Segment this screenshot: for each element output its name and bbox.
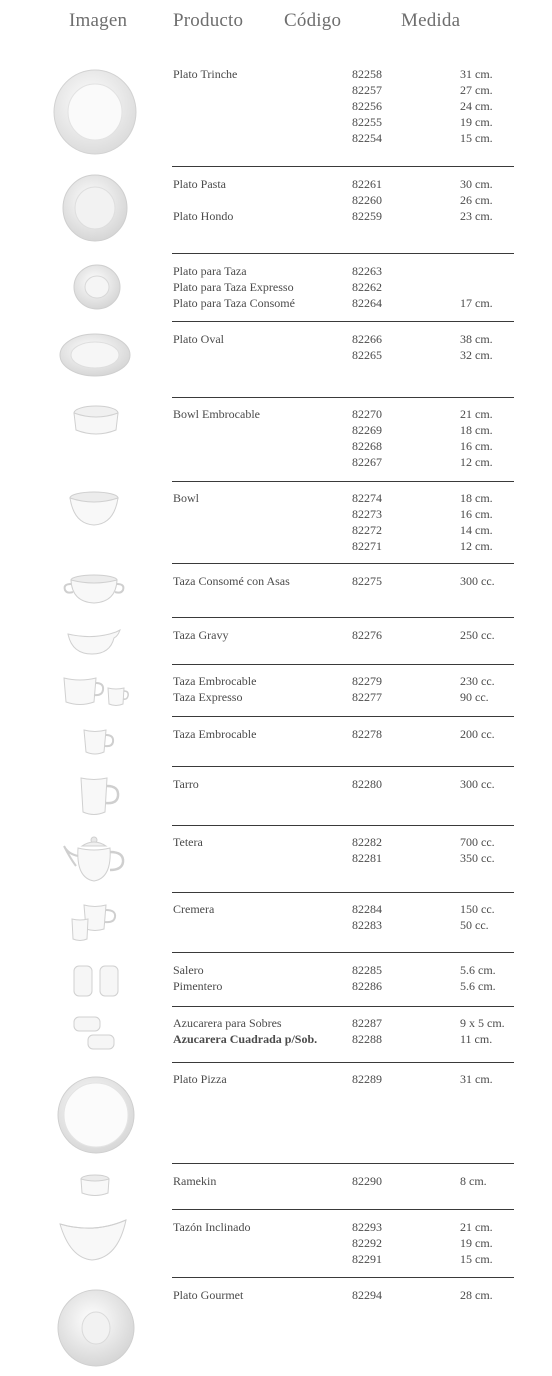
product-code-column: [352, 1287, 412, 1303]
product-name: Taza Embrocable: [173, 727, 257, 741]
product-name: Plato Pasta: [173, 177, 226, 191]
product-size: 8 cm.: [460, 1174, 487, 1188]
product-size: 38 cm.: [460, 332, 493, 346]
product-name: Plato Gourmet: [173, 1288, 244, 1302]
product-code: 82266: [352, 332, 382, 346]
product-code: 82294: [352, 1288, 382, 1302]
product-code: 82256: [352, 99, 382, 113]
product-size-column: [460, 834, 540, 866]
row-divider: [172, 952, 514, 953]
product-code: 82290: [352, 1174, 382, 1188]
product-size: 15 cm.: [460, 1252, 493, 1266]
product-code-column: [352, 627, 412, 643]
ramekin-icon: [79, 1173, 111, 1199]
product-size-column: [460, 331, 540, 363]
product-code: 82259: [352, 209, 382, 223]
product-code: 82289: [352, 1072, 382, 1086]
product-name: Azucarera para Sobres: [173, 1016, 282, 1030]
product-size-column: [460, 627, 540, 643]
product-name: Cremera: [173, 902, 215, 916]
oval-plate-icon: [58, 332, 132, 378]
product-code: 82284: [352, 902, 382, 916]
product-code-column: [352, 176, 412, 224]
product-size: 200 cc.: [460, 727, 495, 741]
product-code: 82275: [352, 574, 382, 588]
product-size-column: [460, 1071, 540, 1087]
product-size: 300 cc.: [460, 777, 495, 791]
product-size: 5.6 cm.: [460, 963, 496, 977]
product-name: Pimentero: [173, 979, 223, 993]
product-code-column: [352, 331, 412, 363]
product-name: Plato Hondo: [173, 209, 234, 223]
product-size: 9 x 5 cm.: [460, 1016, 505, 1030]
product-name-column: [173, 834, 348, 850]
product-name: Plato Pizza: [173, 1072, 227, 1086]
product-size: 11 cm.: [460, 1032, 493, 1046]
product-size: 19 cm.: [460, 115, 493, 129]
creamer-icon: [70, 901, 120, 943]
product-name: Salero: [173, 963, 204, 977]
gourmet-plate-icon: [56, 1288, 136, 1368]
product-code: 82255: [352, 115, 382, 129]
cups-icon: [62, 674, 130, 708]
product-code: 82293: [352, 1220, 382, 1234]
product-size: 15 cm.: [460, 131, 493, 145]
product-code: 82260: [352, 193, 382, 207]
product-size: 31 cm.: [460, 1072, 493, 1086]
product-size: 90 cc.: [460, 690, 489, 704]
product-size: 23 cm.: [460, 209, 493, 223]
header-producto: Producto: [173, 10, 244, 31]
product-code: 82262: [352, 280, 382, 294]
product-size-column: [460, 901, 540, 933]
product-name-column: [173, 1173, 348, 1189]
product-size: [460, 279, 540, 295]
product-name: [173, 192, 348, 208]
product-name: Plato para Taza Expresso: [173, 280, 294, 294]
product-code-column: [352, 962, 412, 994]
product-name: Tetera: [173, 835, 203, 849]
product-name-column: [173, 673, 348, 705]
product-code: 82265: [352, 348, 382, 362]
bowl-icon: [68, 490, 120, 528]
product-size: 16 cm.: [460, 507, 493, 521]
product-name: Tazón Inclinado: [173, 1220, 251, 1234]
product-size: 700 cc.: [460, 835, 495, 849]
header-medida: Medida: [401, 10, 461, 31]
product-size-column: [460, 263, 540, 311]
product-code: 82286: [352, 979, 382, 993]
row-divider: [172, 397, 514, 398]
product-size: 26 cm.: [460, 193, 493, 207]
product-size-column: [460, 1287, 540, 1303]
row-divider: [172, 481, 514, 482]
product-code: 82276: [352, 628, 382, 642]
product-size: 50 cc.: [460, 918, 489, 932]
product-size-column: [460, 490, 540, 554]
header-imagen: Imagen: [69, 10, 128, 31]
product-code-column: [352, 1015, 412, 1047]
product-code: 82282: [352, 835, 382, 849]
row-divider: [172, 1163, 514, 1164]
sugar-holder-icon: [72, 1014, 118, 1054]
row-divider: [172, 617, 514, 618]
row-divider: [172, 1277, 514, 1278]
product-code: 82280: [352, 777, 382, 791]
product-code: 82261: [352, 177, 382, 191]
product-size: 300 cc.: [460, 574, 495, 588]
product-size-column: [460, 673, 540, 705]
product-size: 19 cm.: [460, 1236, 493, 1250]
product-size-column: [460, 962, 540, 994]
product-code: 82288: [352, 1032, 382, 1046]
product-name-column: [173, 726, 348, 742]
product-code: 82271: [352, 539, 382, 553]
product-size: 150 cc.: [460, 902, 495, 916]
product-name: Plato Trinche: [173, 67, 238, 81]
consomme-cup-icon: [62, 572, 126, 606]
product-size: 21 cm.: [460, 407, 493, 421]
product-size: 21 cm.: [460, 1220, 493, 1234]
product-name: Tarro: [173, 777, 199, 791]
product-name: Plato para Taza Consomé: [173, 296, 295, 310]
row-divider: [172, 1209, 514, 1210]
product-size: 16 cm.: [460, 439, 493, 453]
product-size-column: [460, 1015, 540, 1047]
product-code-column: [352, 490, 412, 554]
cup-icon: [82, 727, 116, 757]
product-name-column: [173, 573, 348, 589]
product-code: 82268: [352, 439, 382, 453]
product-code-column: [352, 1173, 412, 1189]
product-code: 82285: [352, 963, 382, 977]
product-name: Bowl: [173, 491, 200, 505]
product-code: 82269: [352, 423, 382, 437]
header-codigo: Código: [284, 10, 342, 31]
product-code: 82278: [352, 727, 382, 741]
product-size: 250 cc.: [460, 628, 495, 642]
product-code: 82264: [352, 296, 382, 310]
product-size: 350 cc.: [460, 851, 495, 865]
row-divider: [172, 716, 514, 717]
product-name-column: [173, 263, 348, 311]
product-name-column: [173, 1015, 348, 1047]
product-code: 82257: [352, 83, 382, 97]
product-name-column: [173, 627, 348, 643]
product-size: 27 cm.: [460, 83, 493, 97]
product-name: Bowl Embrocable: [173, 407, 260, 421]
product-size-column: [460, 176, 540, 224]
row-divider: [172, 1006, 514, 1007]
product-size: 17 cm.: [460, 296, 493, 310]
product-size: 230 cc.: [460, 674, 495, 688]
product-code-column: [352, 1071, 412, 1087]
product-size: 30 cm.: [460, 177, 493, 191]
product-size: 31 cm.: [460, 67, 493, 81]
product-code-column: [352, 573, 412, 589]
product-code-column: [352, 66, 412, 146]
saucer-icon: [72, 263, 122, 311]
product-name-column: [173, 776, 348, 792]
product-name-column: [173, 331, 348, 347]
product-code-column: [352, 673, 412, 705]
product-code: 82292: [352, 1236, 382, 1250]
product-name: Plato para Taza: [173, 264, 247, 278]
pizza-plate-icon: [56, 1075, 136, 1155]
row-divider: [172, 563, 514, 564]
product-code-column: [352, 901, 412, 933]
product-size: 5.6 cm.: [460, 979, 496, 993]
product-code: 82277: [352, 690, 382, 704]
product-name-column: [173, 66, 348, 82]
salt-pepper-icon: [72, 963, 122, 999]
product-code-column: [352, 726, 412, 742]
product-name: Taza Consomé con Asas: [173, 574, 290, 588]
product-code: 82272: [352, 523, 382, 537]
product-name-column: [173, 1287, 348, 1303]
product-code: 82283: [352, 918, 382, 932]
product-name-column: [173, 176, 348, 224]
product-code: 82273: [352, 507, 382, 521]
row-divider: [172, 825, 514, 826]
product-name: Azucarera Cuadrada p/Sob.: [173, 1032, 318, 1046]
product-code-column: [352, 834, 412, 866]
product-code: 82263: [352, 264, 382, 278]
product-name-column: [173, 901, 348, 917]
row-divider: [172, 664, 514, 665]
product-code: 82281: [352, 851, 382, 865]
product-name-column: [173, 406, 348, 422]
product-size-column: [460, 573, 540, 589]
product-code: 82274: [352, 491, 382, 505]
plate-icon: [52, 68, 138, 156]
product-size: 12 cm.: [460, 539, 493, 553]
product-size: 28 cm.: [460, 1288, 493, 1302]
product-code: 82279: [352, 674, 382, 688]
product-size-column: [460, 1219, 540, 1267]
product-size: 12 cm.: [460, 455, 493, 469]
row-divider: [172, 321, 514, 322]
product-size: 14 cm.: [460, 523, 493, 537]
product-code: 82258: [352, 67, 382, 81]
product-name: Taza Gravy: [173, 628, 229, 642]
product-size: 18 cm.: [460, 423, 493, 437]
product-name: Taza Expresso: [173, 690, 243, 704]
row-divider: [172, 766, 514, 767]
product-size-column: [460, 406, 540, 470]
product-name-column: [173, 962, 348, 994]
product-code-column: [352, 263, 412, 311]
stackable-bowl-icon: [72, 404, 120, 438]
product-name-column: [173, 490, 348, 506]
product-size-column: [460, 1173, 540, 1189]
row-divider: [172, 892, 514, 893]
product-code: 82287: [352, 1016, 382, 1030]
product-name: Ramekin: [173, 1174, 217, 1188]
pasta-plate-icon: [61, 173, 129, 243]
row-divider: [172, 253, 514, 254]
product-code: 82291: [352, 1252, 382, 1266]
product-size: [460, 263, 540, 279]
product-code-column: [352, 406, 412, 470]
product-code: 82254: [352, 131, 382, 145]
product-size-column: [460, 776, 540, 792]
product-name: Taza Embrocable: [173, 674, 257, 688]
product-name: Plato Oval: [173, 332, 224, 346]
product-code: 82270: [352, 407, 382, 421]
product-name-column: [173, 1071, 348, 1087]
product-code: 82267: [352, 455, 382, 469]
product-size: 18 cm.: [460, 491, 493, 505]
mug-icon: [78, 774, 122, 818]
product-size: 32 cm.: [460, 348, 493, 362]
product-code-column: [352, 1219, 412, 1267]
product-code-column: [352, 776, 412, 792]
row-divider: [172, 1062, 514, 1063]
slanted-bowl-icon: [58, 1218, 128, 1262]
teapot-icon: [62, 834, 128, 886]
product-size-column: [460, 66, 540, 146]
gravy-boat-icon: [66, 628, 122, 656]
row-divider: [172, 166, 514, 167]
product-size: 24 cm.: [460, 99, 493, 113]
product-size-column: [460, 726, 540, 742]
product-name-column: [173, 1219, 348, 1235]
